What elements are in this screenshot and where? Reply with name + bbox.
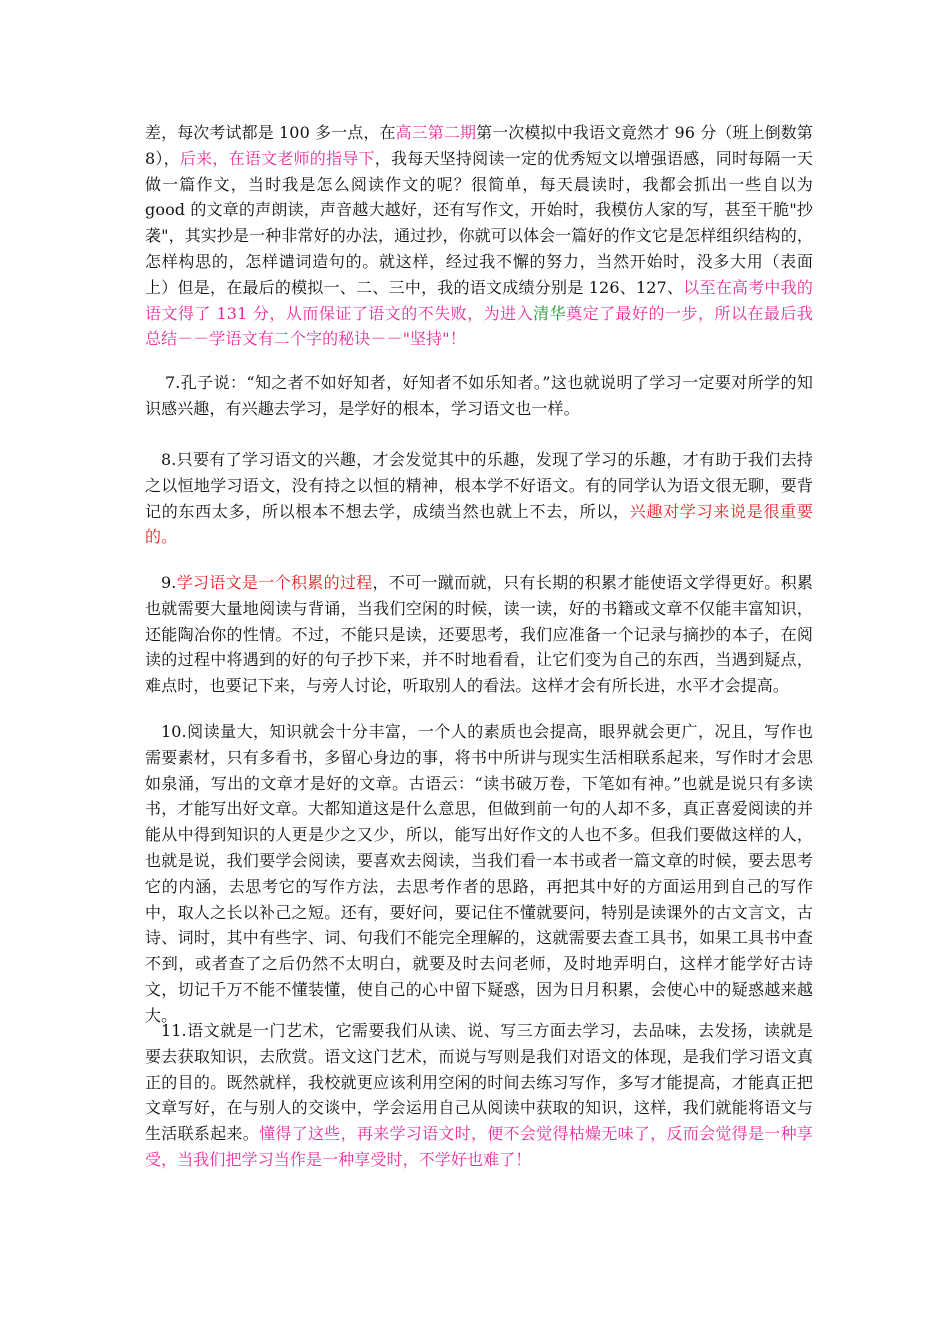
highlight-segment: 以至在高考中我的语文得了 131 分，从而保证了语文的不失败，为进入 (145, 277, 813, 323)
highlight-segment: 清华 (533, 303, 567, 323)
text-segment: 9. (161, 573, 177, 592)
text-segment: 8.只要有了学习语文的兴趣，才会发觉其中的乐趣，发现了学习的乐趣，才有助于我们去持之以恒地学习语文，没有持之以恒的精神，根本学不好语文。有的同学认为语文很无聊，要背记的东西太多，所以根本不想去学，成绩当然也就上不去，所以， (145, 450, 813, 521)
text-segment: 11.语文就是一门艺术，它需要我们从读、说、写三方面去学习，去品味，去发扬，读就是要去获取知识，去欣赏。语文这门艺术，而说与写则是我们对语文的体现，是我们学习语文真正的目的。既然就样，我校就更应该利用空闲的时间去练习写作，多写才能提高，才能真正把文章写好，在与别人的交谈中，学会运用自己从阅读中获取的知识，这样，我们就能将语文与生活联系起来。 (145, 1021, 813, 1144)
paragraph-9 (145, 570, 813, 699)
paragraph-7 (145, 370, 813, 422)
highlight-segment: 兴趣对学习来说是很重要的。 (145, 501, 814, 547)
paragraph-11 (145, 1018, 813, 1173)
paragraph-6-continuation (145, 120, 813, 352)
highlight-segment: 高三第二期 (395, 123, 477, 142)
highlight-segment: 后来，在语文老师的指导下 (179, 148, 375, 168)
highlight-segment: 奠定了最好的一步，所以在最后我总结－－学语文有二个字的秘诀－－"坚持"！ (145, 303, 813, 349)
text-segment: ，不可一蹴而就，只有长期的积累才能使语文学得更好。积累也就需要大量地阅读与背诵，当我们空闲的时候，读一读，好的书籍或文章不仅能丰富知识，还能陶冶你的性情。不过，不能只是读，还要思考，我们应准备一个记录与摘抄的本子，在阅读的过程中将遇到的好的句子抄下来，并不时地看看，让它们变为自己的东西，当遇到疑点，难点时，也要记下来，与旁人讨论，听取别人的看法。这样才会有所长进，水平才会提高。 (145, 573, 813, 696)
text-segment: ，我每天坚持阅读一定的优秀短文以增强语感，同时每隔一天做一篇作文，当时我是怎么阅读作文的呢？很简单，每天晨读时，我都会抓出一些自以为 good 的文章的声朗读，声音越大越好，还有写作文，开始时，我模仿人家的写，甚至干脆"抄袭"，其实抄是一种非常好的办法，通过抄，你就可以体会一篇好的作文它是怎样组织结构的，怎样构思的，怎样谴词造句的。就这样，经过我不懈的努力，当然开始时，没多大用（表面上）但是，在最后的模拟一、二、三中，我的语文成绩分别是 126、127、 (145, 148, 813, 297)
text-segment: 7.孔子说：“知之者不如好知者，好知者不如乐知者。”这也就说明了学习一定要对所学的知识感兴趣，有兴趣去学习，是学好的根本，学习语文也一样。 (145, 373, 813, 418)
highlight-segment: 懂得了这些，再来学习语文时，便不会觉得枯燥无味了，反而会觉得是一种享受，当我们把学习当作是一种享受时，不学好也难了！ (145, 1124, 814, 1169)
text-segment: 差，每次考试都是 100 多一点，在 (145, 123, 396, 142)
paragraph-8 (145, 447, 813, 550)
highlight-segment: 学习语文是一个积累的过程 (176, 573, 373, 592)
paragraph-10 (145, 719, 813, 1029)
text-segment: 第一次模拟中我语文竟然才 96 分（班上倒数第 8）， (145, 123, 813, 168)
text-segment: 10.阅读量大，知识就会十分丰富，一个人的素质也会提高，眼界就会更广，况且，写作也需要素材，只有多看书，多留心身边的事，将书中所讲与现实生活相联系起来，写作时才会思如泉涌，写出的文章才是好的文章。古语云：“读书破万卷，下笔如有神。”也就是说只有多读书，才能写出好文章。大都知道这是什么意思，但做到前一句的人却不多，真正喜爱阅读的并能从中得到知识的人更是少之又少，所以，能写出好作文的人也不多。但我们要做这样的人，也就是说，我们要学会阅读，要喜欢去阅读，当我们看一本书或者一篇文章的时候，要去思考它的内涵，去思考它的写作方法，去思考作者的思路，再把其中好的方面运用到自己的写作中，取人之长以补己之短。还有，要好问，要记住不懂就要问，特别是读课外的古文言文，古诗、词时，其中有些字、词、句我们不能完全理解的，这就需要去查工具书，如果工具书中查不到，或者查了之后仍然不太明白，就要及时去问老师，及时地弄明白，这样才能学好古诗文，切记千万不能不懂装懂，使自己的心中留下疑惑，因为日月积累，会使心中的疑惑越来越大。 (145, 722, 813, 1025)
